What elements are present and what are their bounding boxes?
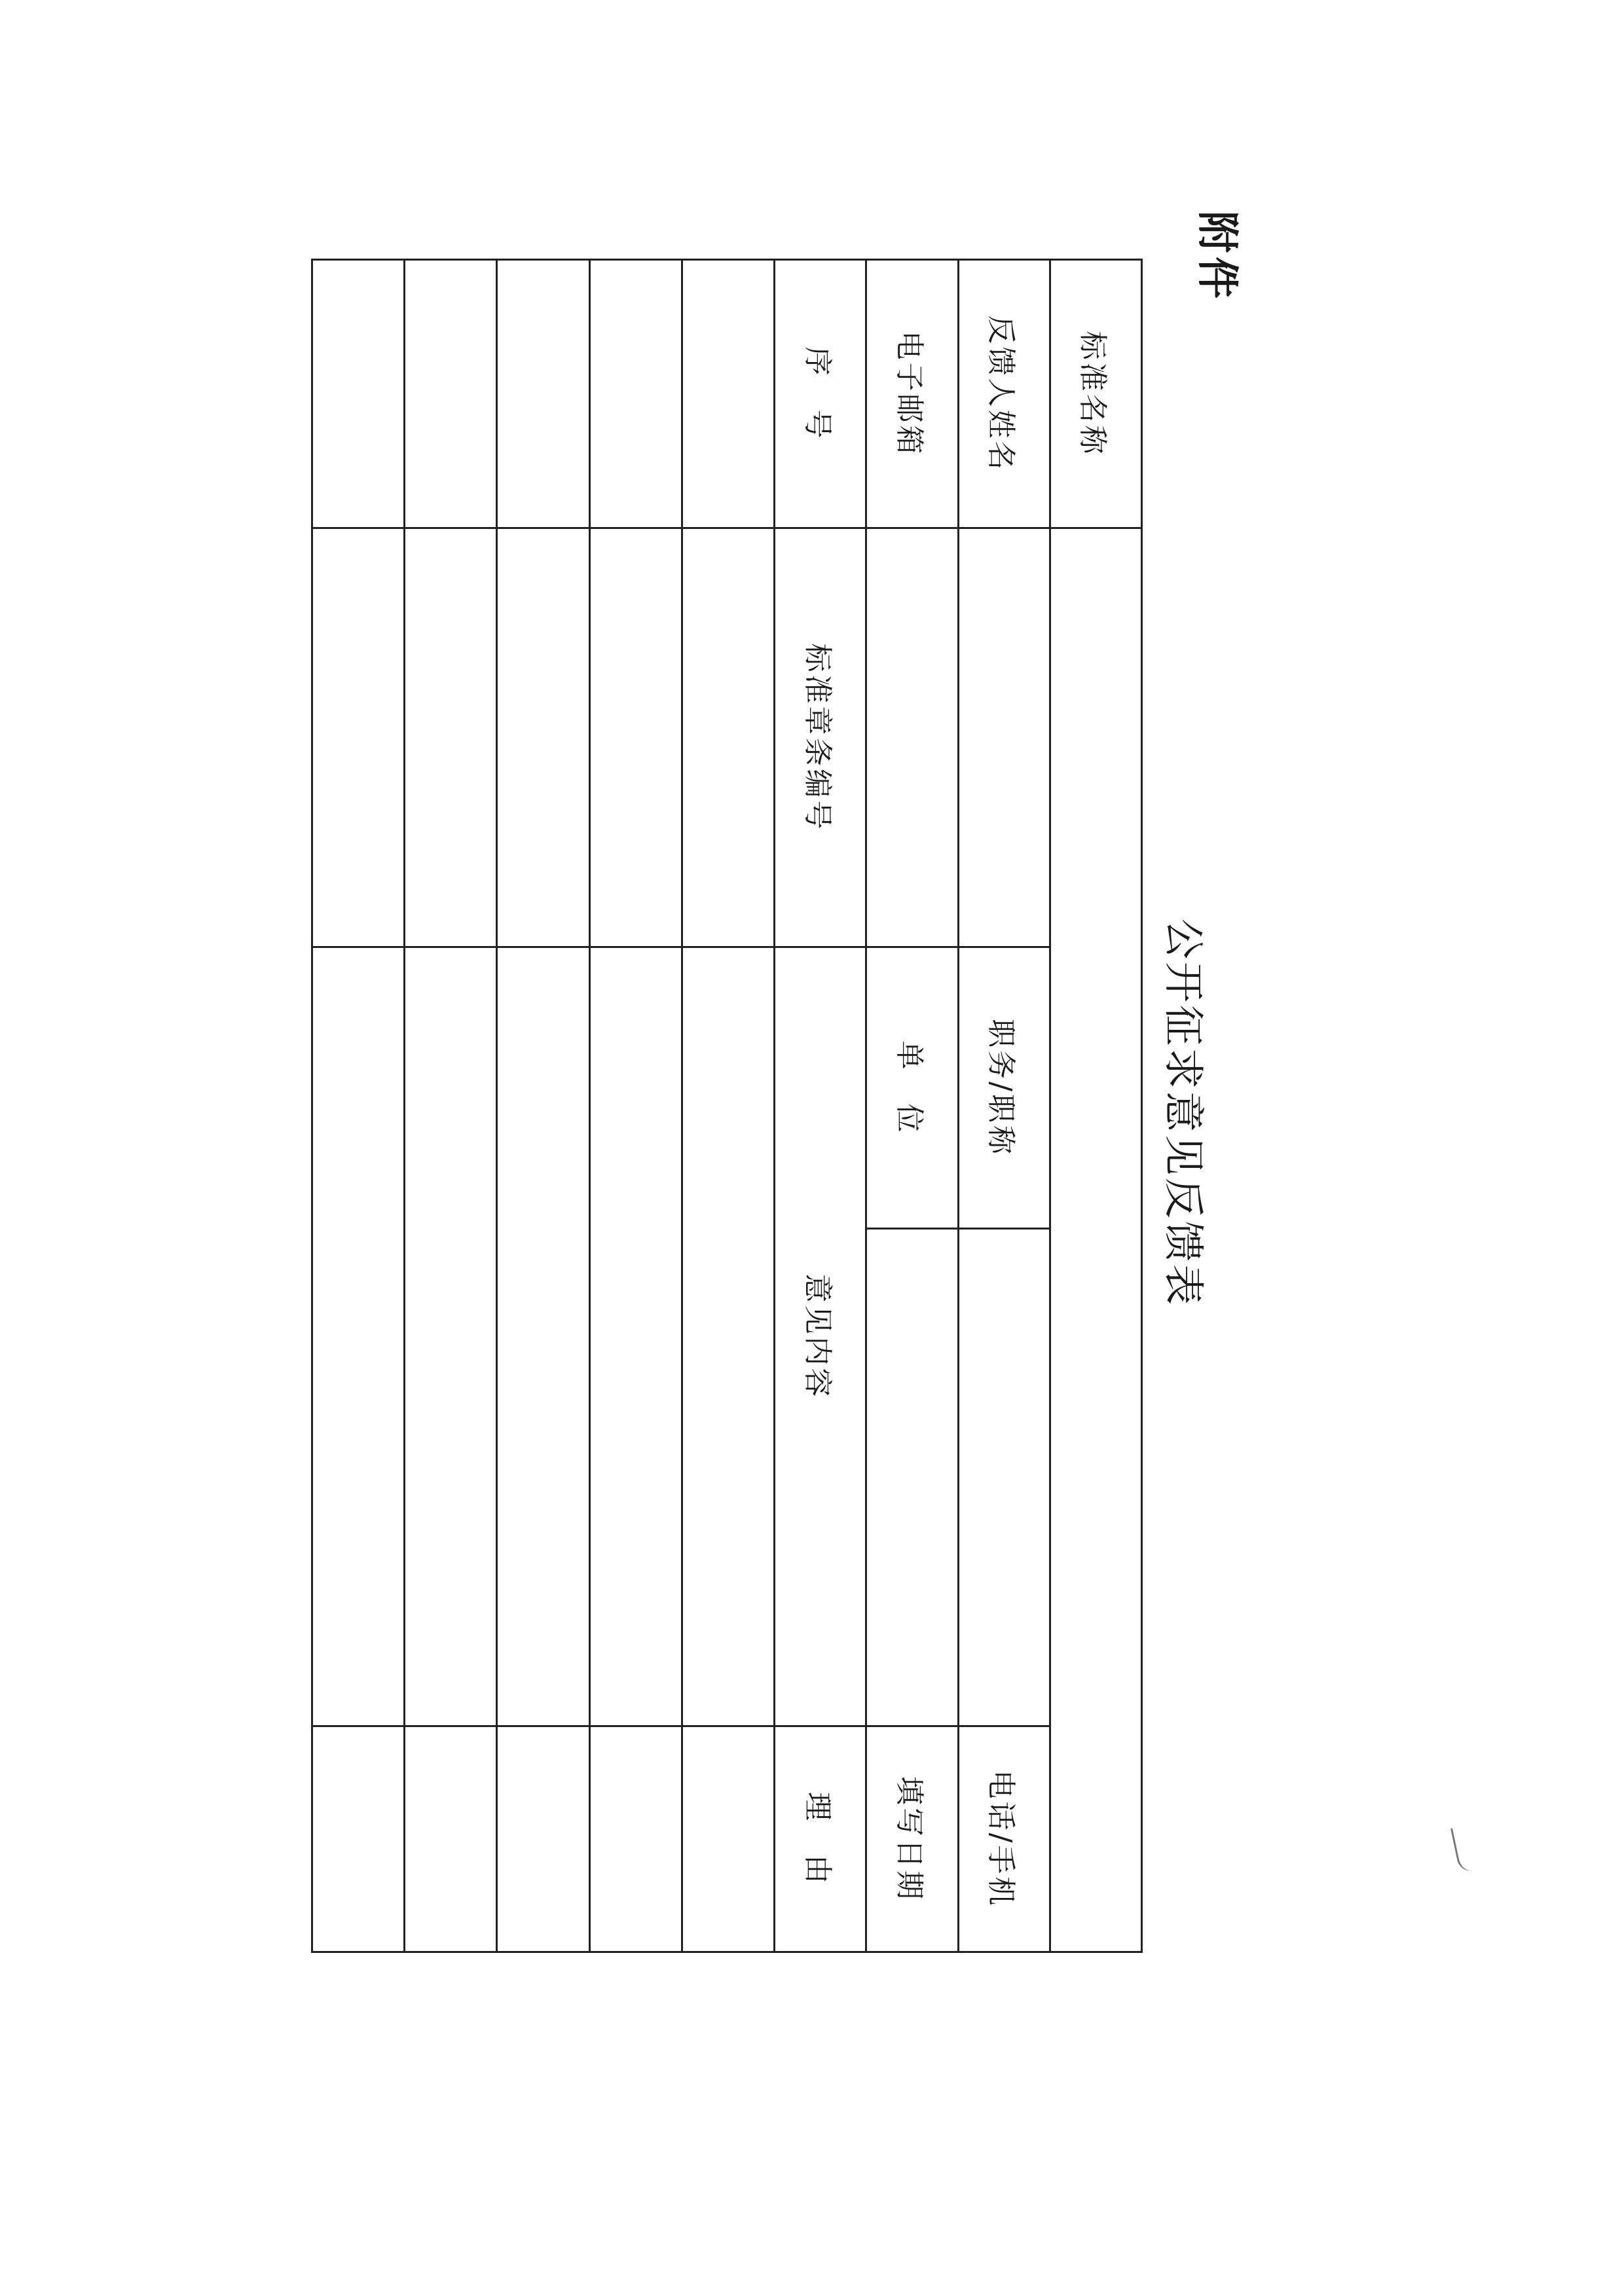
column-header-reason: 理 由	[775, 1726, 866, 1952]
opinion-cell[interactable]	[405, 947, 497, 1726]
feedback-person-label: 反馈人姓名	[958, 260, 1050, 528]
feedback-person-row	[958, 260, 1050, 1952]
attachment-label: 附件	[1192, 211, 1241, 302]
reason-cell[interactable]	[589, 1726, 682, 1952]
serial-cell[interactable]	[497, 260, 589, 528]
standard-name-field[interactable]	[1050, 528, 1141, 1952]
unit-field[interactable]	[866, 1229, 958, 1726]
table-row	[589, 260, 682, 1952]
fill-date-label: 填写日期	[866, 1726, 958, 1952]
table-row	[497, 260, 589, 1952]
position-title-label: 职务/职称	[958, 947, 1050, 1229]
email-row	[866, 260, 958, 1952]
reason-cell[interactable]	[682, 1726, 774, 1952]
email-field[interactable]	[866, 528, 958, 947]
serial-cell[interactable]	[405, 260, 497, 528]
unit-label: 单 位	[866, 947, 958, 1229]
column-header-row	[775, 260, 866, 1952]
serial-cell[interactable]	[312, 260, 405, 528]
column-header-opinion: 意见内容	[775, 947, 866, 1726]
clause-cell[interactable]	[405, 528, 497, 947]
email-label: 电子邮箱	[866, 260, 958, 528]
table-row	[682, 260, 774, 1952]
table-row	[405, 260, 497, 1952]
standard-name-label: 标准名称	[1050, 260, 1141, 528]
standard-name-row	[1050, 260, 1141, 1952]
opinion-cell[interactable]	[497, 947, 589, 1726]
reason-cell[interactable]	[497, 1726, 589, 1952]
clause-cell[interactable]	[682, 528, 774, 947]
phone-label: 电话/手机	[958, 1726, 1050, 1952]
clause-cell[interactable]	[312, 528, 405, 947]
opinion-cell[interactable]	[312, 947, 405, 1726]
serial-cell[interactable]	[682, 260, 774, 528]
serial-cell[interactable]	[589, 260, 682, 528]
reason-cell[interactable]	[312, 1726, 405, 1952]
pen-mark	[1450, 1826, 1473, 1874]
table-row	[312, 260, 405, 1952]
opinion-cell[interactable]	[589, 947, 682, 1726]
column-header-clause: 标准章条编号	[775, 528, 866, 947]
column-header-serial: 序 号	[775, 260, 866, 528]
clause-cell[interactable]	[589, 528, 682, 947]
feedback-table	[311, 259, 1143, 1953]
reason-cell[interactable]	[405, 1726, 497, 1952]
clause-cell[interactable]	[497, 528, 589, 947]
opinion-cell[interactable]	[682, 947, 774, 1726]
feedback-person-field[interactable]	[958, 528, 1050, 947]
position-title-field[interactable]	[958, 1229, 1050, 1726]
form-title: 公开征求意见反馈表	[1160, 918, 1208, 1307]
